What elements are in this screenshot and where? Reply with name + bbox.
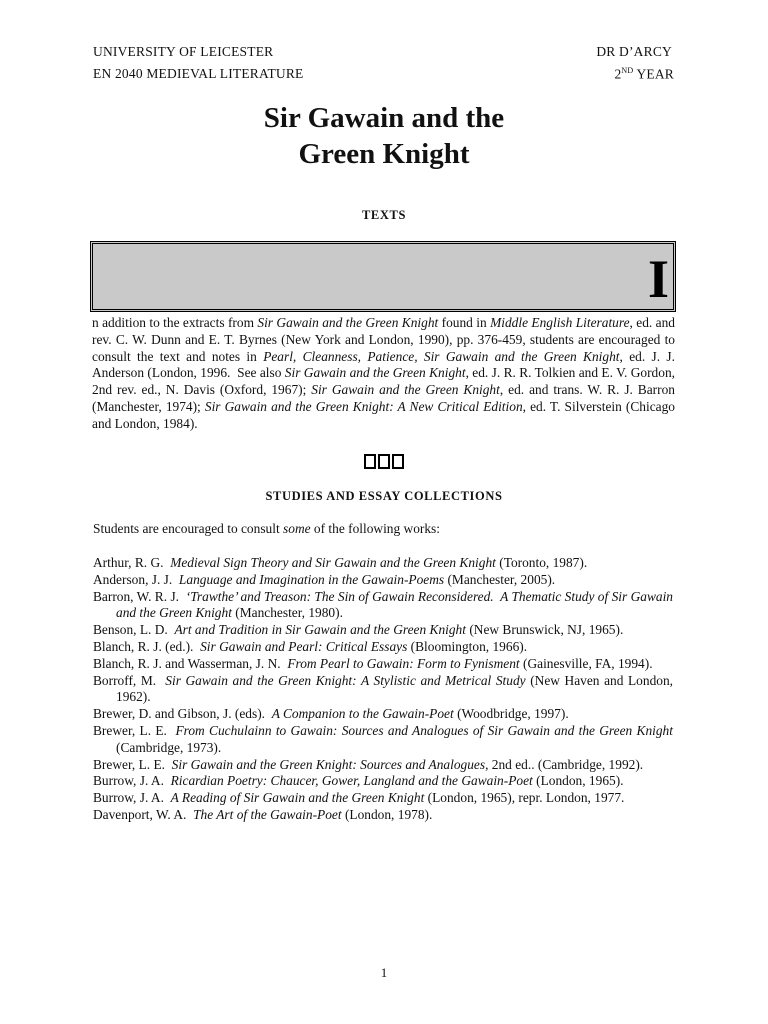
ornament-box-icon [378, 454, 390, 469]
text-run: Davenport, W. A. [93, 806, 194, 822]
text-run: Students are encouraged to consult [93, 521, 284, 536]
italic-title-text: Language and Imagination in the Gawain-Poems [178, 571, 445, 587]
course-code: EN 2040 MEDIEVAL LITERATURE [93, 66, 304, 81]
reference-list [93, 555, 677, 824]
reference-entry [93, 639, 673, 656]
reference-entry [93, 656, 673, 673]
italic-title-text: From Pearl to Gawain: Form to Fynisment [287, 655, 520, 671]
reference-entry [93, 790, 673, 807]
italic-title-text: Art and Tradition in Sir Gawain and the Green Knight [174, 622, 466, 638]
text-run: Arthur, R. G. [93, 555, 171, 570]
ornament-box-icon [392, 454, 404, 469]
drop-cap-letter: I [647, 249, 669, 309]
text-run: (Toronto, 1987). [495, 555, 588, 570]
text-run: Burrow, J. A. [93, 773, 171, 789]
text-run: (Bloomington, 1966). [407, 638, 528, 654]
text-run: found in [438, 315, 491, 330]
ornament-box-icon [364, 454, 376, 469]
studies-heading: STUDIES AND ESSAY COLLECTIONS [265, 489, 503, 503]
text-run: Borroff, M. [93, 672, 166, 688]
text-run: Brewer, L. E. [93, 722, 176, 738]
title-line-1: Sir Gawain and the [263, 102, 505, 134]
text-run: , ed. J. R. R. Tolkien and E. V. Gordon, 2nd rev. ed., N. Davis (Oxford, 1967); [92, 365, 679, 398]
year-number: 2 [614, 66, 622, 82]
reference-entry [93, 722, 677, 757]
text-run: Brewer, L. E. [93, 756, 172, 772]
text-run: , ed. and rev. C. W. Dunn and E. T. Byrnes (New York and London, 1990), pp. 376-459, students are encouraged to consult the text and notes in [92, 315, 679, 364]
text-run: (New Brunswick, NJ, 1965). [465, 622, 624, 638]
italic-title-text: Middle English Literature [490, 315, 630, 330]
text-run: (Manchester, 1980). [231, 605, 343, 621]
text-run: (New Haven and London, 1962). [116, 672, 677, 705]
italic-title-text: Sir Gawain and the Green Knight [257, 315, 439, 330]
document-title [0, 100, 768, 172]
text-run: n addition to the extracts from [92, 315, 258, 330]
italic-title-text: ‘Trawthe’ and Treason: The Sin of Gawain Reconsidered. A Thematic Study of Sir Gawain and the Green Knight [116, 588, 677, 621]
text-run: Brewer, D. and Gibson, J. (eds). [93, 706, 272, 722]
italic-title-text: Sir Gawain and the Green Knight [311, 382, 500, 398]
reference-entry [93, 622, 673, 639]
italic-title-text: A Reading of Sir Gawain and the Green Knight [170, 790, 425, 806]
text-run: Blanch, R. J. and Wasserman, J. N. [93, 655, 288, 671]
text-run: (London, 1965), repr. London, 1977. [424, 790, 625, 806]
reference-entry [93, 807, 673, 824]
year-word: YEAR [633, 66, 674, 82]
texts-paragraph [92, 315, 679, 433]
lecturer-name: DR D’ARCY [596, 44, 672, 59]
italic-title-text: Ricardian Poetry: Chaucer, Gower, Langland and the Gawain-Poet [170, 773, 533, 789]
italic-title-text: From Cuchulainn to Gawain: Sources and Analogues of Sir Gawain and the Green Knight [175, 722, 673, 738]
title-line-2: Green Knight [298, 138, 470, 170]
text-run: (Cambridge, 1973). [116, 722, 677, 755]
text-run: Barron, W. R. J. [93, 588, 186, 604]
texts-heading: TEXTS [362, 208, 406, 222]
reference-entry [93, 572, 673, 589]
year-label [614, 66, 674, 83]
reference-entry [93, 588, 677, 623]
italic-title-text: some [283, 521, 311, 536]
text-run: (Woodbridge, 1997). [453, 706, 569, 722]
reference-entry [93, 773, 673, 790]
reference-entry [93, 672, 677, 707]
institution-name: UNIVERSITY OF LEICESTER [93, 44, 274, 59]
italic-title-text: Sir Gawain and the Green Knight: A Stylistic and Metrical Study [165, 672, 526, 688]
text-run: (Manchester, 2005). [444, 571, 556, 587]
text-run: , ed. J. J. Anderson (London, 1996. See also [92, 348, 678, 381]
year-superscript: ND [621, 66, 634, 75]
italic-title-text: Sir Gawain and Pearl: Critical Essays [200, 638, 408, 654]
text-run: Benson, L. D. [93, 622, 175, 638]
text-run: (London, 1965). [532, 773, 624, 789]
text-run: Blanch, R. J. (ed.). [93, 638, 201, 654]
italic-title-text: Medieval Sign Theory and Sir Gawain and the Green Knight [170, 555, 496, 570]
reference-entry [93, 757, 673, 774]
studies-intro-line [93, 521, 676, 538]
reference-entry [93, 555, 673, 572]
text-run: (London, 1978). [341, 806, 433, 822]
italic-title-text: The Art of the Gawain-Poet [193, 806, 342, 822]
reference-entry [93, 706, 673, 723]
drop-cap-box [90, 241, 676, 312]
italic-title-text: Sir Gawain and the Green Knight: Sources and Analogues [171, 756, 486, 772]
italic-title-text: Sir Gawain and the Green Knight: A New Critical Edition [204, 398, 523, 414]
text-run: Anderson, J. J. [93, 571, 179, 587]
text-run: , ed. T. Silverstein (Chicago and London, 1984). [92, 398, 679, 431]
page-number: 1 [380, 965, 388, 980]
text-run: Burrow, J. A. [93, 790, 171, 806]
italic-title-text: Pearl, Cleanness, Patience, Sir Gawain and the Green Knight [263, 348, 620, 364]
section-ornament [0, 447, 768, 473]
italic-title-text: A Companion to the Gawain-Poet [271, 706, 454, 722]
italic-title-text: Sir Gawain and the Green Knight [284, 365, 466, 381]
text-run: of the following works: [310, 521, 440, 536]
text-run: (Gainesville, FA, 1994). [519, 655, 653, 671]
text-run: , ed. and trans. W. R. J. Barron (Manchester, 1974); [92, 382, 679, 414]
text-run: , 2nd ed.. (Cambridge, 1992). [485, 756, 644, 772]
